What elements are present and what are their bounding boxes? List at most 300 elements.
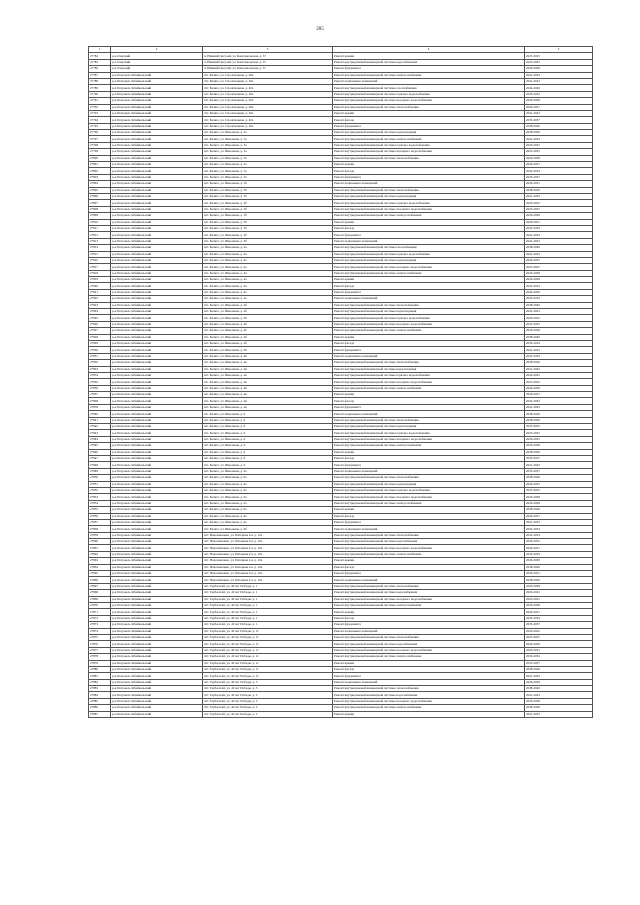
cell-district: р-н Петровск-Забайкальский [111, 500, 203, 506]
cell-district: р-н Петровск-Забайкальский [111, 340, 203, 346]
cell-address: пгт. Балягa, ул. Школьная, д. 6а [203, 475, 333, 481]
cell-address: пгт. Балягa, ул. Школьная, д. 4в [203, 379, 333, 385]
cell-row-id: 27814 [89, 245, 111, 251]
cell-period: 2035-2037 [525, 456, 593, 462]
cell-work-type: Ремонт внутридомовой инженерной системы водоснабжения [333, 641, 525, 647]
cell-work-type: Ремонт внутридомовой инженерной системы холодного водоснабжения [333, 698, 525, 704]
cell-row-id: 27855 [89, 507, 111, 513]
cell-work-type: Ремонт подвальных помещений [333, 679, 525, 685]
cell-address: пгт. Балягa, ул. Школьная, д. 3б [203, 225, 333, 231]
cell-address: пгт. Балягa, ул. Школьная, д. 4в [203, 398, 333, 404]
cell-row-id: 27785 [89, 59, 111, 65]
cell-district: р-н Петровск-Забайкальский [111, 379, 203, 385]
cell-work-type: Ремонт внутридомовой инженерной системы газоснабжения [333, 245, 525, 251]
cell-district: р-н Петровск-Забайкальский [111, 641, 203, 647]
cell-row-id: 27875 [89, 634, 111, 640]
cell-address: пгт. Балягa, ул. Школьная, д. 4б [203, 309, 333, 315]
cell-period: 2026-2028 [525, 66, 593, 72]
cell-work-type: Ремонт подвальных помещений [333, 526, 525, 532]
cell-work-type: Ремонт фундамента [333, 174, 525, 180]
cell-work-type: Ремонт крыши [333, 219, 525, 225]
cell-work-type: Ремонт фундамента [333, 66, 525, 72]
cell-period: 2035-2037 [525, 622, 593, 628]
cell-row-id: 27828 [89, 334, 111, 340]
cell-district: р-н Петровск-Забайкальский [111, 232, 203, 238]
cell-address: пгт. Балягa, ул. Школьная, д. 6а [203, 500, 333, 506]
cell-address: пгт. Балягa, ул. Строительная, д. 40а [203, 117, 333, 123]
cell-work-type: Ремонт фасада [333, 117, 525, 123]
cell-district: р-н Петровск-Забайкальский [111, 360, 203, 366]
cell-row-id: 27811 [89, 225, 111, 231]
cell-work-type: Ремонт фундамента [333, 462, 525, 468]
cell-address: пгт. Тарбагатай, ул. 40 лет Победы, д. 3 [203, 698, 333, 704]
cell-row-id: 27861 [89, 545, 111, 551]
cell-work-type: Ремонт внутридомовой инженерной системы водоотведения [333, 309, 525, 315]
cell-work-type: Ремонт фасада [333, 340, 525, 346]
cell-period: 2026-2028 [525, 328, 593, 334]
cell-row-id: 27874 [89, 628, 111, 634]
cell-district: р-н Петровск-Забайкальский [111, 654, 203, 660]
cell-period: 2020-2022 [525, 315, 593, 321]
cell-period: 2029-2031 [525, 571, 593, 577]
cell-period: 2041-2043 [525, 519, 593, 525]
cell-work-type: Ремонт внутридомовой инженерной системы холодного водоснабжения [333, 98, 525, 104]
cell-row-id: 27873 [89, 622, 111, 628]
cell-period: 2032-2034 [525, 551, 593, 557]
cell-address: пгт. Балягa, ул. Школьная, д. 4а [203, 251, 333, 257]
cell-row-id: 27868 [89, 590, 111, 596]
cell-period: 2026-2028 [525, 494, 593, 500]
cell-district: р-н Озерский [111, 66, 203, 72]
cell-address: пгт. Балягa, ул. Школьная, д. 4б [203, 302, 333, 308]
cell-district: р-н Петровск-Забайкальский [111, 430, 203, 436]
cell-address: пгт. Балягa, ул. Школьная, д. 6а [203, 481, 333, 487]
cell-period: 2026-2028 [525, 213, 593, 219]
cell-period: 2026-2028 [525, 679, 593, 685]
cell-row-id: 27844 [89, 436, 111, 442]
cell-period: 2032-2034 [525, 654, 593, 660]
cell-work-type: Ремонт внутридомовой инженерной системы горячего водоснабжения [333, 91, 525, 97]
cell-row-id: 27807 [89, 200, 111, 206]
cell-address: пгт. Балягa, ул. Строительная, д. 40а [203, 91, 333, 97]
cell-work-type: Ремонт внутридомовой инженерной системы горячего водоснабжения [333, 142, 525, 148]
cell-work-type: Ремонт подвальных помещений [333, 628, 525, 634]
cell-district: р-н Петровск-Забайкальский [111, 666, 203, 672]
cell-row-id: 27867 [89, 583, 111, 589]
cell-work-type: Ремонт внутридомовой инженерной системы горячего водоснабжения [333, 251, 525, 257]
cell-period: 2038-2040 [525, 130, 593, 136]
cell-row-id: 27830 [89, 347, 111, 353]
cell-work-type: Ремонт подвальных помещений [333, 353, 525, 359]
cell-period: 2041-2043 [525, 366, 593, 372]
cell-row-id: 27791 [89, 98, 111, 104]
cell-period: 2023-2025 [525, 634, 593, 640]
cell-row-id: 27795 [89, 123, 111, 129]
cell-address: пгт. Тарбагатай, ул. 40 лет Победы, д. 11 [203, 634, 333, 640]
cell-period: 2026-2028 [525, 443, 593, 449]
cell-address: пгт. Балягa, ул. Школьная, д. 3а [203, 168, 333, 174]
cell-period: 2026-2028 [525, 385, 593, 391]
cell-row-id: 27842 [89, 424, 111, 430]
cell-row-id: 27863 [89, 558, 111, 564]
cell-period: 2041-2043 [525, 238, 593, 244]
cell-work-type: Ремонт внутридомовой инженерной системы горячего водоснабжения [333, 200, 525, 206]
cell-row-id: 27813 [89, 238, 111, 244]
cell-work-type: Ремонт внутридомовой инженерной системы газоснабжения [333, 85, 525, 91]
cell-period: 2035-2037 [525, 660, 593, 666]
cell-period: 2032-2034 [525, 526, 593, 532]
cell-district: р-н Петровск-Забайкальский [111, 149, 203, 155]
cell-period: 2041-2043 [525, 309, 593, 315]
cell-row-id: 27821 [89, 289, 111, 295]
cell-row-id: 27853 [89, 494, 111, 500]
cell-row-id: 27871 [89, 609, 111, 615]
cell-row-id: 27865 [89, 571, 111, 577]
cell-district: р-н Петровск-Забайкальский [111, 270, 203, 276]
cell-district: р-н Петровск-Забайкальский [111, 436, 203, 442]
cell-work-type: Ремонт внутридомовой инженерной системы холодного водоснабжения [333, 264, 525, 270]
cell-address: п. Нижний Цасучей, ул. Комсомольская, д. 37 [203, 66, 333, 72]
cell-district: р-н Петровск-Забайкальский [111, 78, 203, 84]
cell-district: р-н Петровск-Забайкальский [111, 462, 203, 468]
cell-district: р-н Петровск-Забайкальский [111, 123, 203, 129]
cell-work-type: Ремонт подвальных помещений [333, 468, 525, 474]
cell-work-type: Ремонт внутридомовой инженерной системы электроснабжения [333, 602, 525, 608]
cell-row-id: 27833 [89, 366, 111, 372]
cell-work-type: Ремонт внутридомовой инженерной системы электроснабжения [333, 654, 525, 660]
cell-address: пгт. Балягa, ул. Школьная, д. 6а [203, 507, 333, 513]
cell-period: 2041-2043 [525, 673, 593, 679]
cell-period: 2038-2040 [525, 686, 593, 692]
cell-district: р-н Петровск-Забайкальский [111, 417, 203, 423]
cell-district: р-н Петровск-Забайкальский [111, 711, 203, 717]
cell-work-type: Ремонт внутридомовой инженерной системы электроснабжения [333, 213, 525, 219]
cell-district: р-н Петровск-Забайкальский [111, 398, 203, 404]
cell-district: р-н Петровск-Забайкальский [111, 456, 203, 462]
cell-row-id: 27852 [89, 487, 111, 493]
cell-row-id: 27823 [89, 302, 111, 308]
cell-work-type: Ремонт внутридомовой инженерной системы горячего водоснабжения [333, 487, 525, 493]
cell-address: пгт. Балягa, ул. Школьная, д. 3б [203, 232, 333, 238]
cell-district: р-н Петровск-Забайкальский [111, 692, 203, 698]
cell-work-type: Ремонт внутридомовой инженерной системы теплоснабжения [333, 417, 525, 423]
cell-address: пгт. Балягa, ул. Школьная, д. 3а [203, 136, 333, 142]
cell-address: пгт. Балягa, ул. Школьная, д. 4б [203, 321, 333, 327]
cell-row-id: 27854 [89, 500, 111, 506]
table-row [89, 711, 593, 717]
cell-row-id: 27880 [89, 666, 111, 672]
cell-row-id: 27846 [89, 449, 111, 455]
cell-work-type: Ремонт внутридомовой инженерной системы электроснабжения [333, 500, 525, 506]
cell-work-type: Ремонт внутридомовой инженерной системы электроснабжения [333, 551, 525, 557]
cell-row-id: 27825 [89, 315, 111, 321]
cell-address: пгт. Тарбагатай, ул. 40 лет Победы, д. 1 [203, 590, 333, 596]
cell-period: 2023-2025 [525, 430, 593, 436]
cell-address: пгт. Балягa, ул. Школьная, д. 3а [203, 130, 333, 136]
cell-period: 2020-2022 [525, 91, 593, 97]
cell-district: р-н Петровск-Забайкальский [111, 193, 203, 199]
cell-row-id: 27882 [89, 679, 111, 685]
cell-address: п. Нижний Цасучей, ул. Комсомольская, д. 37 [203, 53, 333, 59]
cell-district: р-н Петровск-Забайкальский [111, 155, 203, 161]
cell-period: 2035-2037 [525, 174, 593, 180]
cell-work-type: Ремонт внутридомовой инженерной системы электроснабжения [333, 136, 525, 142]
cell-period: 2044-2046 [525, 289, 593, 295]
cell-work-type: Ремонт внутридомовой инженерной системы теплоснабжения [333, 634, 525, 640]
cell-row-id: 27789 [89, 85, 111, 91]
cell-period: 2038-2040 [525, 417, 593, 423]
cell-work-type: Ремонт фасада [333, 225, 525, 231]
cell-address: пгт. Балягa, ул. Школьная, д. 4в [203, 404, 333, 410]
cell-period: 2035-2037 [525, 117, 593, 123]
cell-district: р-н Петровск-Забайкальский [111, 532, 203, 538]
cell-district: р-н Петровск-Забайкальский [111, 602, 203, 608]
cell-period: 2029-2031 [525, 162, 593, 168]
cell-district: р-н Петровск-Забайкальский [111, 660, 203, 666]
cell-work-type: Ремонт внутридомовой инженерной системы водоотведения [333, 193, 525, 199]
cell-period: 2023-2025 [525, 321, 593, 327]
cell-district: р-н Петровск-Забайкальский [111, 647, 203, 653]
cell-address: пгт. Балягa, ул. Школьная, д. 6 [203, 430, 333, 436]
cell-district: р-н Петровск-Забайкальский [111, 289, 203, 295]
cell-address: пгт. Балягa, ул. Школьная, д. 6а [203, 519, 333, 525]
cell-address: пгт. Балягa, ул. Школьная, д. 4а [203, 289, 333, 295]
cell-period: 2023-2025 [525, 596, 593, 602]
column-header: 3 [203, 47, 333, 53]
cell-address: пгт. Тарбагатай, ул. 40 лет Победы, д. 11 [203, 647, 333, 653]
cell-work-type: Ремонт фасада [333, 168, 525, 174]
cell-period: 2029-2031 [525, 392, 593, 398]
cell-row-id: 27836 [89, 385, 111, 391]
cell-row-id: 27824 [89, 309, 111, 315]
cell-row-id: 27866 [89, 577, 111, 583]
cell-address: пгт. Балягa, ул. Школьная, д. 4б [203, 340, 333, 346]
cell-work-type: Ремонт подвальных помещений [333, 296, 525, 302]
cell-work-type: Ремонт фундамента [333, 404, 525, 410]
cell-address: пгт. Новопавловка, ул. Пятерная 2-я, д. 10а [203, 577, 333, 583]
cell-district: р-н Озерский [111, 59, 203, 65]
cell-district: р-н Петровск-Забайкальский [111, 283, 203, 289]
cell-work-type: Ремонт внутридомовой инженерной системы холодного водоснабжения [333, 647, 525, 653]
cell-work-type: Ремонт фасада [333, 666, 525, 672]
cell-address: пгт. Балягa, ул. Школьная, д. 4в [203, 353, 333, 359]
cell-address: пгт. Балягa, ул. Школьная, д. 4а [203, 264, 333, 270]
cell-address: пгт. Тарбагатай, ул. 40 лет Победы, д. 3 [203, 686, 333, 692]
cell-row-id: 27858 [89, 526, 111, 532]
cell-work-type: Ремонт внутридомовой инженерной системы холодного водоснабжения [333, 596, 525, 602]
cell-row-id: 27790 [89, 91, 111, 97]
cell-work-type: Ремонт внутридомовой инженерной системы водоотведения [333, 257, 525, 263]
cell-row-id: 27792 [89, 104, 111, 110]
cell-address: пгт. Тарбагатай, ул. 40 лет Победы, д. 1 [203, 615, 333, 621]
cell-row-id: 27817 [89, 264, 111, 270]
cell-work-type: Ремонт крыши [333, 609, 525, 615]
cell-address: пгт. Новопавловка, ул. Пятерная 2-я, д. 10а [203, 539, 333, 545]
cell-work-type: Ремонт фундамента [333, 347, 525, 353]
cell-address: пгт. Новопавловка, ул. Пятерная 2-я, д. 10а [203, 558, 333, 564]
cell-row-id: 27841 [89, 417, 111, 423]
cell-row-id: 27837 [89, 392, 111, 398]
cell-address: пгт. Балягa, ул. Строительная, д. 40а [203, 85, 333, 91]
cell-row-id: 27877 [89, 647, 111, 653]
cell-row-id: 27794 [89, 117, 111, 123]
column-header: 1 [89, 47, 111, 53]
cell-period: 2041-2043 [525, 711, 593, 717]
cell-district: р-н Озерский [111, 53, 203, 59]
cell-district: р-н Петровск-Забайкальский [111, 519, 203, 525]
cell-work-type: Ремонт внутридомовой инженерной системы теплоснабжения [333, 187, 525, 193]
cell-work-type: Ремонт фасада [333, 283, 525, 289]
cell-period: 2032-2034 [525, 168, 593, 174]
cell-address: пгт. Тарбагатай, ул. 40 лет Победы, д. 11 [203, 673, 333, 679]
cell-work-type: Ремонт внутридомовой инженерной системы холодного водоснабжения [333, 206, 525, 212]
cell-address: пгт. Балягa, ул. Школьная, д. 4в [203, 366, 333, 372]
cell-district: р-н Петровск-Забайкальский [111, 117, 203, 123]
cell-district: р-н Петровск-Забайкальский [111, 225, 203, 231]
cell-district: р-н Петровск-Забайкальский [111, 494, 203, 500]
cell-period: 2038-2040 [525, 666, 593, 672]
cell-period: 2020-2022 [525, 142, 593, 148]
cell-period: 2029-2031 [525, 545, 593, 551]
cell-row-id: 27849 [89, 468, 111, 474]
cell-row-id: 27786 [89, 66, 111, 72]
cell-row-id: 27876 [89, 641, 111, 647]
cell-address: пгт. Тарбагатай, ул. 40 лет Победы, д. 3 [203, 711, 333, 717]
cell-district: р-н Петровск-Забайкальский [111, 545, 203, 551]
column-header: 4 [333, 47, 525, 53]
cell-address: пгт. Балягa, ул. Школьная, д. 3б [203, 187, 333, 193]
cell-address: пгт. Балягa, ул. Школьная, д. 4а [203, 283, 333, 289]
cell-work-type: Ремонт внутридомовой инженерной системы электроснабжения [333, 385, 525, 391]
cell-work-type: Ремонт фундамента [333, 673, 525, 679]
cell-row-id: 27806 [89, 193, 111, 199]
cell-work-type: Ремонт внутридомовой инженерной системы теплоснабжения [333, 532, 525, 538]
cell-period: 2026-2028 [525, 277, 593, 283]
cell-row-id: 27827 [89, 328, 111, 334]
cell-address: пгт. Тарбагатай, ул. 40 лет Победы, д. 1 [203, 583, 333, 589]
cell-district: р-н Петровск-Забайкальский [111, 564, 203, 570]
cell-work-type: Ремонт внутридомовой инженерной системы электроснабжения [333, 328, 525, 334]
cell-work-type: Ремонт подвальных помещений [333, 577, 525, 583]
cell-period: 2038-2040 [525, 507, 593, 513]
cell-district: р-н Петровск-Забайкальский [111, 264, 203, 270]
cell-district: р-н Петровск-Забайкальский [111, 596, 203, 602]
cell-work-type: Ремонт внутридомовой инженерной системы водоотведения [333, 130, 525, 136]
cell-address: пгт. Тарбагатай, ул. 40 лет Победы, д. 1 [203, 596, 333, 602]
cell-period: 2038-2040 [525, 449, 593, 455]
cell-period: 2020-2022 [525, 257, 593, 263]
cell-address: п. Нижний Цасучей, ул. Комсомольская, д. 37 [203, 59, 333, 65]
cell-row-id: 27812 [89, 232, 111, 238]
cell-row-id: 27847 [89, 456, 111, 462]
cell-district: р-н Петровск-Забайкальский [111, 142, 203, 148]
cell-work-type: Ремонт внутридомовой инженерной системы электроснабжения [333, 705, 525, 711]
cell-row-id: 27796 [89, 130, 111, 136]
cell-period: 2041-2043 [525, 136, 593, 142]
cell-address: пгт. Тарбагатай, ул. 40 лет Победы, д. 1 [203, 622, 333, 628]
cell-district: р-н Петровск-Забайкальский [111, 347, 203, 353]
cell-work-type: Ремонт внутридомовой инженерной системы электроснабжения [333, 270, 525, 276]
cell-work-type: Ремонт внутридомовой инженерной системы электроснабжения [333, 443, 525, 449]
cell-period: 2038-2040 [525, 564, 593, 570]
cell-district: р-н Петровск-Забайкальский [111, 628, 203, 634]
cell-district: р-н Петровск-Забайкальский [111, 366, 203, 372]
cell-period: 2038-2040 [525, 577, 593, 583]
cell-period: 2038-2040 [525, 411, 593, 417]
cell-address: пгт. Балягa, ул. Строительная, д. 40а [203, 110, 333, 116]
cell-district: р-н Петровск-Забайкальский [111, 481, 203, 487]
cell-address: пгт. Тарбагатай, ул. 40 лет Победы, д. 3 [203, 692, 333, 698]
cell-work-type: Ремонт фундамента [333, 519, 525, 525]
cell-row-id: 27799 [89, 149, 111, 155]
cell-address: пгт. Балягa, ул. Школьная, д. 3б [203, 193, 333, 199]
cell-row-id: 27809 [89, 213, 111, 219]
cell-period: 2026-2028 [525, 641, 593, 647]
cell-period: 2020-2022 [525, 200, 593, 206]
cell-work-type: Ремонт внутридомовой инженерной системы теплоснабжения [333, 155, 525, 161]
cell-row-id: 27829 [89, 340, 111, 346]
cell-district: р-н Петровск-Забайкальский [111, 245, 203, 251]
cell-district: р-н Петровск-Забайкальский [111, 487, 203, 493]
cell-period: 2032-2034 [525, 615, 593, 621]
cell-row-id: 27845 [89, 443, 111, 449]
cell-period: 2038-2040 [525, 705, 593, 711]
cell-district: р-н Петровск-Забайкальский [111, 705, 203, 711]
cell-work-type: Ремонт подвальных помещений [333, 411, 525, 417]
cell-address: пгт. Балягa, ул. Школьная, д. 6 [203, 449, 333, 455]
cell-district: р-н Петровск-Забайкальский [111, 583, 203, 589]
cell-period: 2041-2043 [525, 251, 593, 257]
cell-address: пгт. Тарбагатай, ул. 40 лет Победы, д. 1 [203, 609, 333, 615]
cell-period: 2032-2034 [525, 283, 593, 289]
cell-district: р-н Петровск-Забайкальский [111, 334, 203, 340]
cell-row-id: 27808 [89, 206, 111, 212]
cell-district: р-н Петровск-Забайкальский [111, 181, 203, 187]
cell-row-id: 27864 [89, 564, 111, 570]
cell-period: 2044-2046 [525, 85, 593, 91]
cell-address: пгт. Балягa, ул. Школьная, д. 4а [203, 277, 333, 283]
cell-work-type: Ремонт крыши [333, 660, 525, 666]
cell-row-id: 27839 [89, 404, 111, 410]
cell-address: пгт. Балягa, ул. Школьная, д. 3б [203, 181, 333, 187]
cell-work-type: Ремонт фундамента [333, 571, 525, 577]
cell-address: пгт. Балягa, ул. Школьная, д. 4а [203, 270, 333, 276]
cell-period: 2032-2034 [525, 353, 593, 359]
cell-work-type: Ремонт внутридомовой инженерной системы холодного водоснабжения [333, 436, 525, 442]
cell-period: 2041-2043 [525, 193, 593, 199]
cell-period: 2020-2022 [525, 372, 593, 378]
cell-district: р-н Петровск-Забайкальский [111, 424, 203, 430]
cell-district: р-н Петровск-Забайкальский [111, 590, 203, 596]
cell-row-id: 27800 [89, 155, 111, 161]
cell-district: р-н Петровск-Забайкальский [111, 296, 203, 302]
cell-district: р-н Петровск-Забайкальский [111, 174, 203, 180]
cell-address: пгт. Тарбагатай, ул. 40 лет Победы, д. 11 [203, 660, 333, 666]
cell-row-id: 27857 [89, 519, 111, 525]
cell-address: пгт. Новопавловка, ул. Пятерная 2-я, д. 10а [203, 564, 333, 570]
cell-address: пгт. Балягa, ул. Школьная, д. 3б [203, 200, 333, 206]
cell-address: пгт. Балягa, ул. Школьная, д. 6 [203, 436, 333, 442]
cell-period: 2026-2028 [525, 558, 593, 564]
cell-address: пгт. Балягa, ул. Строительная, д. 40а [203, 72, 333, 78]
cell-work-type: Ремонт внутридомовой инженерной системы теплоснабжения [333, 360, 525, 366]
cell-period: 2038-2040 [525, 475, 593, 481]
cell-period: 2023-2025 [525, 264, 593, 270]
cell-district: р-н Петровск-Забайкальский [111, 353, 203, 359]
cell-period: 2026-2028 [525, 602, 593, 608]
cell-work-type: Ремонт крыши [333, 392, 525, 398]
cell-work-type: Ремонт крыши [333, 110, 525, 116]
